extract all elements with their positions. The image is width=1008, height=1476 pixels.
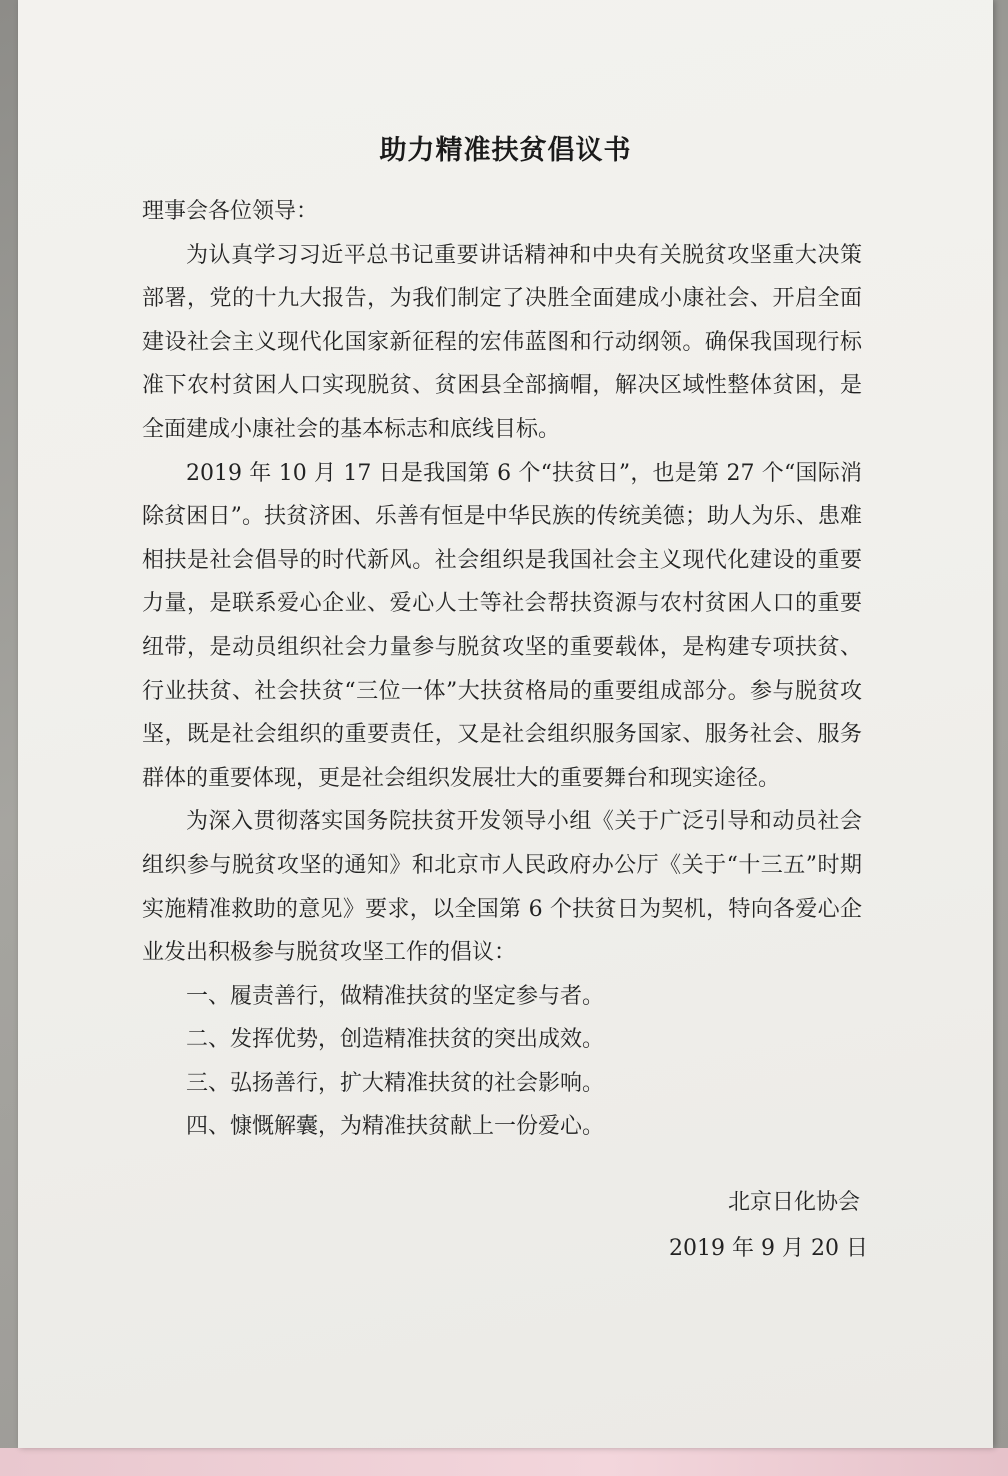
proposal-item-4: 四、慷慨解囊，为精准扶贫献上一份爱心。 (186, 1114, 605, 1140)
document-title: 助力精准扶贫倡议书 (379, 135, 632, 166)
paragraph-1: 为认真学习习近平总书记重要讲话精神和中央有关脱贫攻坚重大决策部署，党的十九大报告，为我们制定了决胜全面建成小康社会、开启全面建设社会主义现代化国家新征程的宏伟蓝图和行动纲领。确保我国现行标准下农村贫困人口实现脱贫、贫困县全部摘帽，解决区域性整体贫困，是全面建成小康社会的基本标志和底线目标。 (142, 242, 862, 442)
signature-block (18, 1180, 868, 1272)
signature-date: 2019 年 9 月 20 日 (669, 1236, 868, 1261)
pink-surface-strip (0, 1448, 1008, 1476)
signature-organization: 北京日化协会 (727, 1190, 860, 1215)
proposal-item-1: 一、履责善行，做精准扶贫的坚定参与者。 (186, 983, 605, 1009)
paper-sheet (18, 0, 993, 1448)
salutation: 理事会各位领导： (142, 199, 319, 224)
paragraph-2: 2019 年 10 月 17 日是我国第 6 个“扶贫日”，也是第 27 个“国际消除贫困日”。扶贫济困、乐善有恒是中华民族的传统美德；助人为乐、患难相扶是社会倡导的时代新风。社会组织是我国社会主义现代化建设的重要力量，是联系爱心企业、爱心人士等社会帮扶资源与农村贫困人口的重要纽带，是动员组织社会力量参与脱贫攻坚的重要载体，是构建专项扶贫、行业扶贫、社会扶贫“三位一体”大扶贫格局的重要组成部分。参与脱贫攻坚，既是社会组织的重要责任，又是社会组织服务国家、服务社会、服务群体的重要体现，更是社会组织发展壮大的重要舞台和现实途径。 (142, 460, 862, 791)
proposal-item-3: 三、弘扬善行，扩大精准扶贫的社会影响。 (186, 1070, 605, 1096)
document-body (142, 190, 862, 1149)
proposal-item-2: 二、发挥优势，创造精准扶贫的突出成效。 (186, 1027, 605, 1053)
paragraph-3: 为深入贯彻落实国务院扶贫开发领导小组《关于广泛引导和动员社会组织参与脱贫攻坚的通知》和北京市人民政府办公厅《关于“十三五”时期实施精准救助的意见》要求，以全国第 6 个扶贫日为契机，特向各爱心企业发出积极参与脱贫攻坚工作的倡议： (142, 809, 862, 966)
